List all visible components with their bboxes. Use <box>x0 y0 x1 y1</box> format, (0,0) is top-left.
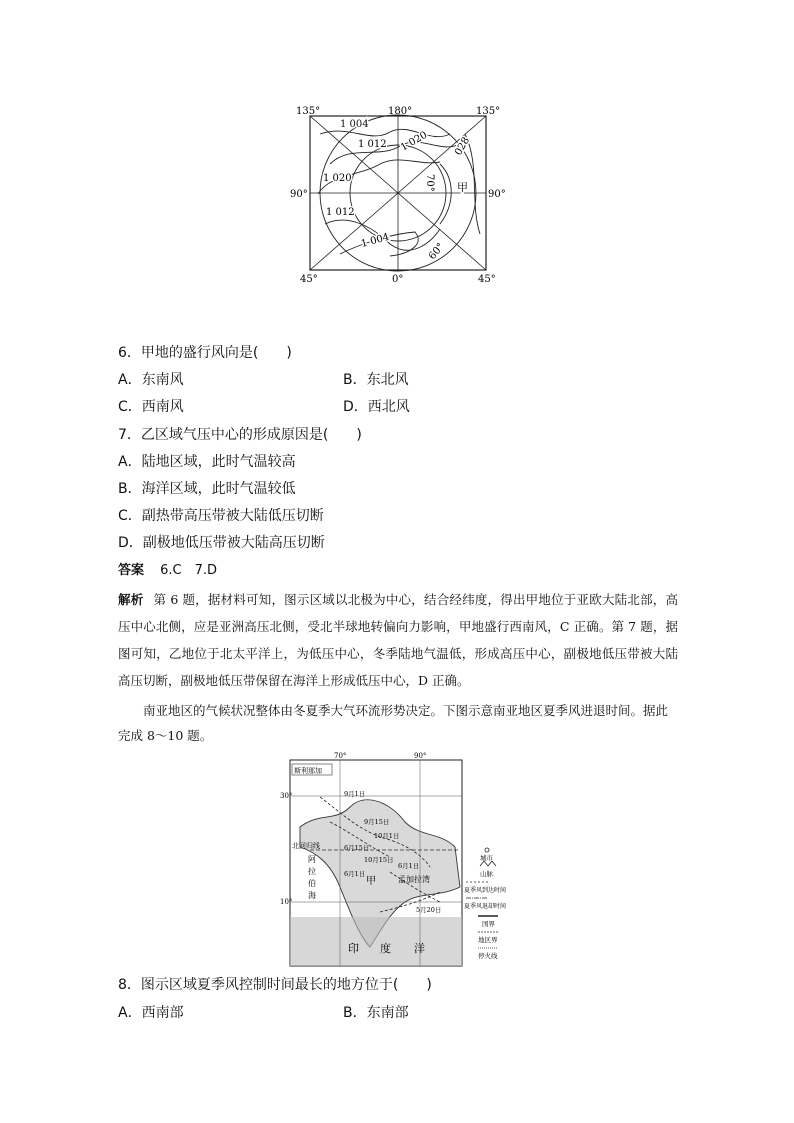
question-6-option-c[interactable]: C．西南风 <box>118 399 184 415</box>
legend-city: 城市 <box>480 854 493 862</box>
point-jia: 甲 <box>457 181 468 194</box>
isobar-1012-top: 1 012 <box>358 139 387 150</box>
label-left-mid: 90° <box>290 189 308 200</box>
question-7-option-a[interactable]: A．陆地区域，此时气温较高 <box>118 454 296 470</box>
label-bottom-left: 45° <box>300 274 318 284</box>
legend-ceasefire-line: 停火线 <box>478 952 498 960</box>
question-8-option-a[interactable]: A．西南部 <box>118 1005 184 1021</box>
date-label-4: 10月15日 <box>364 856 394 864</box>
map-legend <box>464 848 506 960</box>
isobar-1028: 028 <box>453 135 473 158</box>
indian-ocean-3: 洋 <box>414 942 425 955</box>
date-label-3: 10月1日 <box>374 832 400 840</box>
date-label-7: 6月1日 <box>398 862 420 870</box>
question-7-option-d[interactable]: D．副极地低压带被大陆高压切断 <box>118 535 325 551</box>
arabian-sea-2: 拉 <box>308 867 316 876</box>
explanation-label: 解析 <box>118 592 144 607</box>
isobar-1004-bottom: 1 004 <box>359 231 391 250</box>
question-6-option-d[interactable]: D．西北风 <box>343 399 410 415</box>
latitude-70: 70° <box>424 174 435 192</box>
question-8-stem: 8．图示区域夏季风控制时间最长的地方位于( ) <box>118 977 432 993</box>
isobar-1020-left: 1 020 <box>323 173 352 184</box>
point-jia-2: 甲 <box>366 876 376 887</box>
label-right-mid: 90° <box>488 189 506 200</box>
explanation-paragraph <box>118 586 678 694</box>
indian-ocean-1: 印 <box>348 942 359 955</box>
south-asia-monsoon-map <box>280 752 520 968</box>
answer-value: 6.C 7.D <box>160 563 218 578</box>
question-6-option-a[interactable]: A．东南风 <box>118 372 184 388</box>
label-bottom-right: 45° <box>478 274 496 284</box>
question-7-option-b[interactable]: B．海洋区域，此时气温较低 <box>118 481 296 497</box>
isobar-1004-top: 1 004 <box>340 119 369 130</box>
label-top-right: 135° <box>476 106 501 117</box>
isobar-1020-top: 1 020 <box>399 129 430 154</box>
legend-border: 国界 <box>482 920 495 928</box>
label-bottom-mid: 0° <box>392 274 404 284</box>
question-6-option-b[interactable]: B．东北风 <box>343 372 409 388</box>
section-intro: 南亚地区的气候状况整体由冬夏季大气环流形势决定。下图示意南亚地区夏季风进退时间。据此完成 8～10 题。 <box>118 703 669 743</box>
tropic-of-cancer-label: 北回归线 <box>292 842 320 850</box>
legend-retreat: 夏季风退却时间 <box>464 903 507 910</box>
legend-region-boundary: 地区界 <box>478 936 498 944</box>
date-label-1: 9月1日 <box>344 790 366 798</box>
arabian-sea-3: 伯 <box>308 879 316 888</box>
answer-label: 答案 <box>118 563 145 578</box>
question-7-stem: 7．乙区域气压中心的形成原因是( ) <box>118 427 362 443</box>
date-label-2: 9月15日 <box>364 818 390 826</box>
arabian-sea-1: 阿 <box>308 855 316 864</box>
label-top-left: 135° <box>296 106 321 117</box>
question-8-option-b[interactable]: B．东南部 <box>343 1005 409 1021</box>
question-6-stem: 6．甲地的盛行风向是( ) <box>118 345 292 361</box>
question-7-option-c[interactable]: C．副热带高压带被大陆低压切断 <box>118 508 324 524</box>
label-top-mid: 180° <box>388 106 413 117</box>
lat-10-label: 10° <box>280 898 293 906</box>
isobar-1012-left: 1 012 <box>326 207 355 218</box>
date-label-8: 5月20日 <box>416 906 442 914</box>
lon-70-label: 70° <box>334 752 347 760</box>
bay-of-bengal-label: 孟加拉湾 <box>398 875 430 884</box>
lon-90-label: 90° <box>414 752 427 760</box>
legend-mountain: 山脉 <box>480 870 493 878</box>
explanation-text: 第 6 题，据材料可知，图示区域以北极为中心，结合经纬度，得出甲地位于亚欧大陆北部，高压中心北侧，应是亚洲高压北侧，受北半球地转偏向力影响，甲地盛行西南风，C 正确。第 7 题，据图可知，乙地位于北太平洋上，为低压中心，冬季陆地气温低，形成高压中心，副极地低压带被大陆高压切断，副极地低压带保留在海洋上形成低压中心，D 正确。 <box>118 592 678 688</box>
latitude-60: 60° <box>426 241 447 262</box>
indian-ocean-2: 度 <box>380 942 391 955</box>
date-label-6: 6月15日 <box>344 844 370 852</box>
arabian-sea-4: 海 <box>308 891 316 900</box>
date-label-5: 6月1日 <box>344 870 366 878</box>
place-srinagar: 斯利那加 <box>294 767 322 775</box>
lat-30-label: 30° <box>280 792 293 800</box>
polar-isobar-map <box>290 104 510 284</box>
legend-advance: 夏季风到达时间 <box>464 887 507 894</box>
answer-line <box>118 561 217 581</box>
